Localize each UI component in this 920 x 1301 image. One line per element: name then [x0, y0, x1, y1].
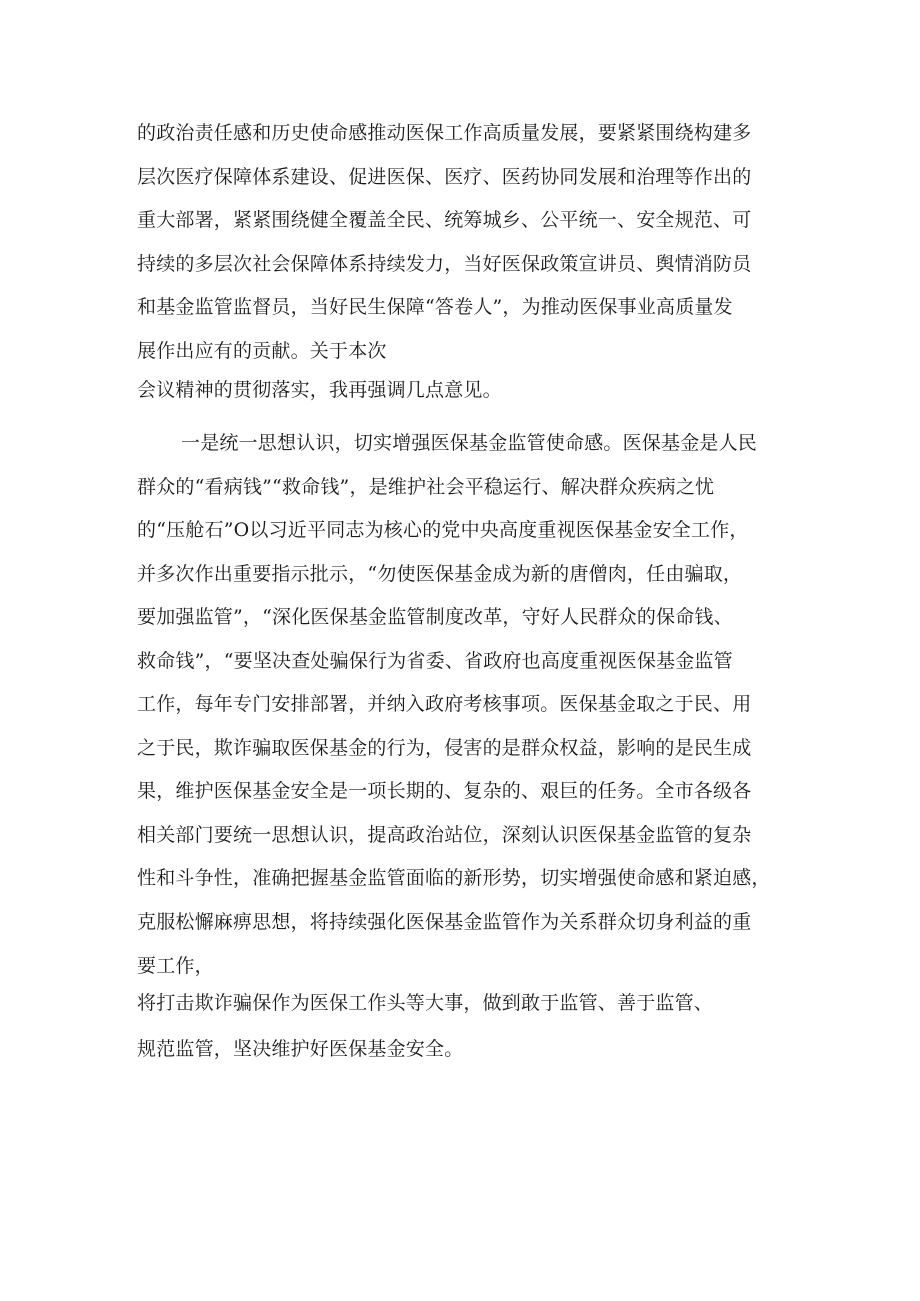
text-line: 和基金监管监督员，当好民生保障“答卷人”，为推动医保事业高质量发 [137, 296, 733, 318]
text-line: 要加强监管”，“深化医保基金监管制度改革，守好人民群众的保命钱、 [137, 606, 733, 628]
text-line: 果，维护医保基金安全是一项长期的、复杂的、艰巨的任务。全市各级各 [137, 780, 752, 802]
text-line: 重大部署，紧紧围绕健全覆盖全民、统筹城乡、公平统一、安全规范、可 [137, 209, 752, 231]
text-line: 救命钱”，“要坚决查处骗保行为省委、省政府也高度重视医保基金监管 [137, 650, 733, 672]
text-line: 持续的多层次社会保障体系持续发力，当好医保政策宣讲员、舆情消防员 [137, 253, 752, 275]
text-line: 会议精神的贯彻落实，我再强调几点意见。 [137, 379, 502, 401]
text-line: 将打击欺诈骗保作为医保工作头等大事，做到敢于监管、善于监管、 [137, 992, 714, 1014]
text-line: 展作出应有的贡献。关于本次 [137, 340, 387, 362]
paragraph-first-line: 一是统一思想认识，切实增强医保基金监管使命感。医保基金是人民 [181, 432, 758, 454]
text-line: 群众的“看病钱”“救命钱”，是维护社会平稳运行、解决群众疾病之忧 [137, 476, 715, 498]
text-line: 的“压舱石”O以习近平同志为核心的党中央高度重视医保基金安全工作， [137, 519, 749, 541]
text-line: 工作，每年专门安排部署，并纳入政府考核事项。医保基金取之于民、用 [137, 693, 752, 715]
text-line: 之于民，欺诈骗取医保基金的行为，侵害的是群众权益，影响的是民生成 [137, 737, 752, 759]
text-line: 相关部门要统一思想认识，提高政治站位，深刻认识医保基金监管的复杂 [137, 824, 752, 846]
text-line: 克服松懈麻痹思想，将持续强化医保基金监管作为关系群众切身利益的重 [137, 911, 752, 933]
text-line: 性和斗争性，准确把握基金监管面临的新形势，切实增强使命感和紧迫感， [137, 867, 771, 889]
text-line: 层次医疗保障体系建设、促进医保、医疗、医药协同发展和治理等作出的 [137, 166, 752, 188]
text-line: 规范监管，坚决维护好医保基金安全。 [137, 1038, 464, 1060]
text-line: 要工作， [137, 955, 214, 977]
text-line: 的政治责任感和历史使命感推动医保工作高质量发展，要紧紧围绕构建多 [137, 122, 752, 144]
text-line: 并多次作出重要指示批示，“勿使医保基金成为新的唐僧肉，任由骗取， [137, 563, 743, 585]
